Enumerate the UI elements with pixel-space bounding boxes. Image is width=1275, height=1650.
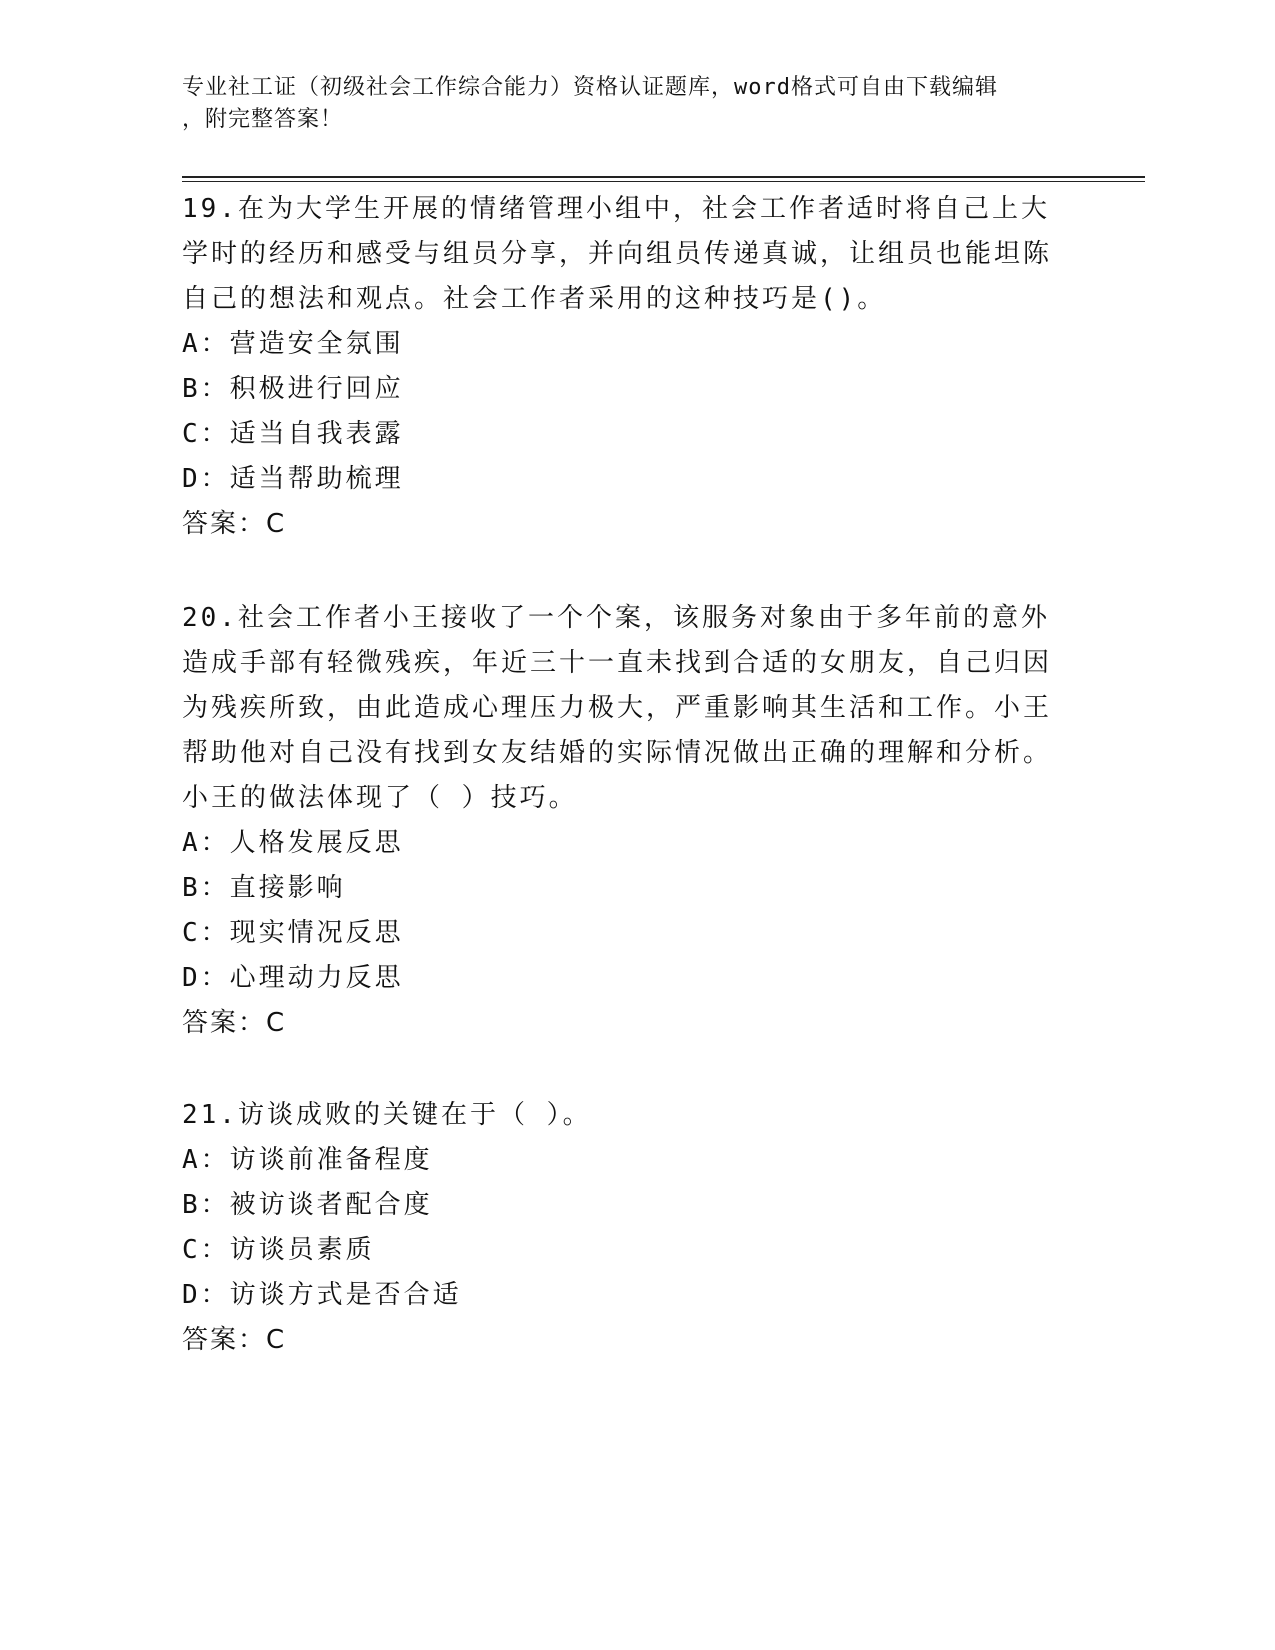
question-21 <box>182 1093 1062 1363</box>
option-c: C：适当自我表露 <box>182 419 404 449</box>
option-b: B：被访谈者配合度 <box>182 1190 433 1220</box>
option-d: D：心理动力反思 <box>182 963 404 993</box>
option-d: D：访谈方式是否合适 <box>182 1280 462 1310</box>
document-header: 专业社工证（初级社会工作综合能力）资格认证题库，word格式可自由下载编辑 ，附完整答案！ <box>182 75 998 132</box>
option-a: A：人格发展反思 <box>182 828 404 858</box>
option-a: A：营造安全氛围 <box>182 329 404 359</box>
option-c: C：访谈员素质 <box>182 1235 375 1265</box>
question-20 <box>182 596 1062 1046</box>
question-stem: 19.在为大学生开展的情绪管理小组中，社会工作者适时将自己上大学时的经历和感受与组员分享，并向组员传递真诚，让组员也能坦陈自己的想法和观点。社会工作者采用的这种技巧是()。 <box>182 194 1053 314</box>
answer: 答案：C <box>182 1325 287 1355</box>
option-b: B：积极进行回应 <box>182 374 404 404</box>
question-stem: 20.社会工作者小王接收了一个个案，该服务对象由于多年前的意外造成手部有轻微残疾，年近三十一直未找到合适的女朋友，自己归因为残疾所致，由此造成心理压力极大，严重影响其生活和工作。小王帮助他对自己没有找到女友结婚的实际情况做出正确的理解和分析。小王的做法体现了（ ）技巧。 <box>182 603 1053 813</box>
option-d: D：适当帮助梳理 <box>182 464 404 494</box>
answer: 答案：C <box>182 1008 287 1038</box>
option-c: C：现实情况反思 <box>182 918 404 948</box>
question-stem: 21.访谈成败的关键在于（ ）。 <box>182 1100 592 1130</box>
option-a: A：访谈前准备程度 <box>182 1145 433 1175</box>
question-19 <box>182 187 1062 547</box>
header-rule-bottom <box>182 181 1145 182</box>
answer: 答案：C <box>182 509 287 539</box>
header-rule-top <box>182 176 1145 178</box>
option-b: B：直接影响 <box>182 873 346 903</box>
